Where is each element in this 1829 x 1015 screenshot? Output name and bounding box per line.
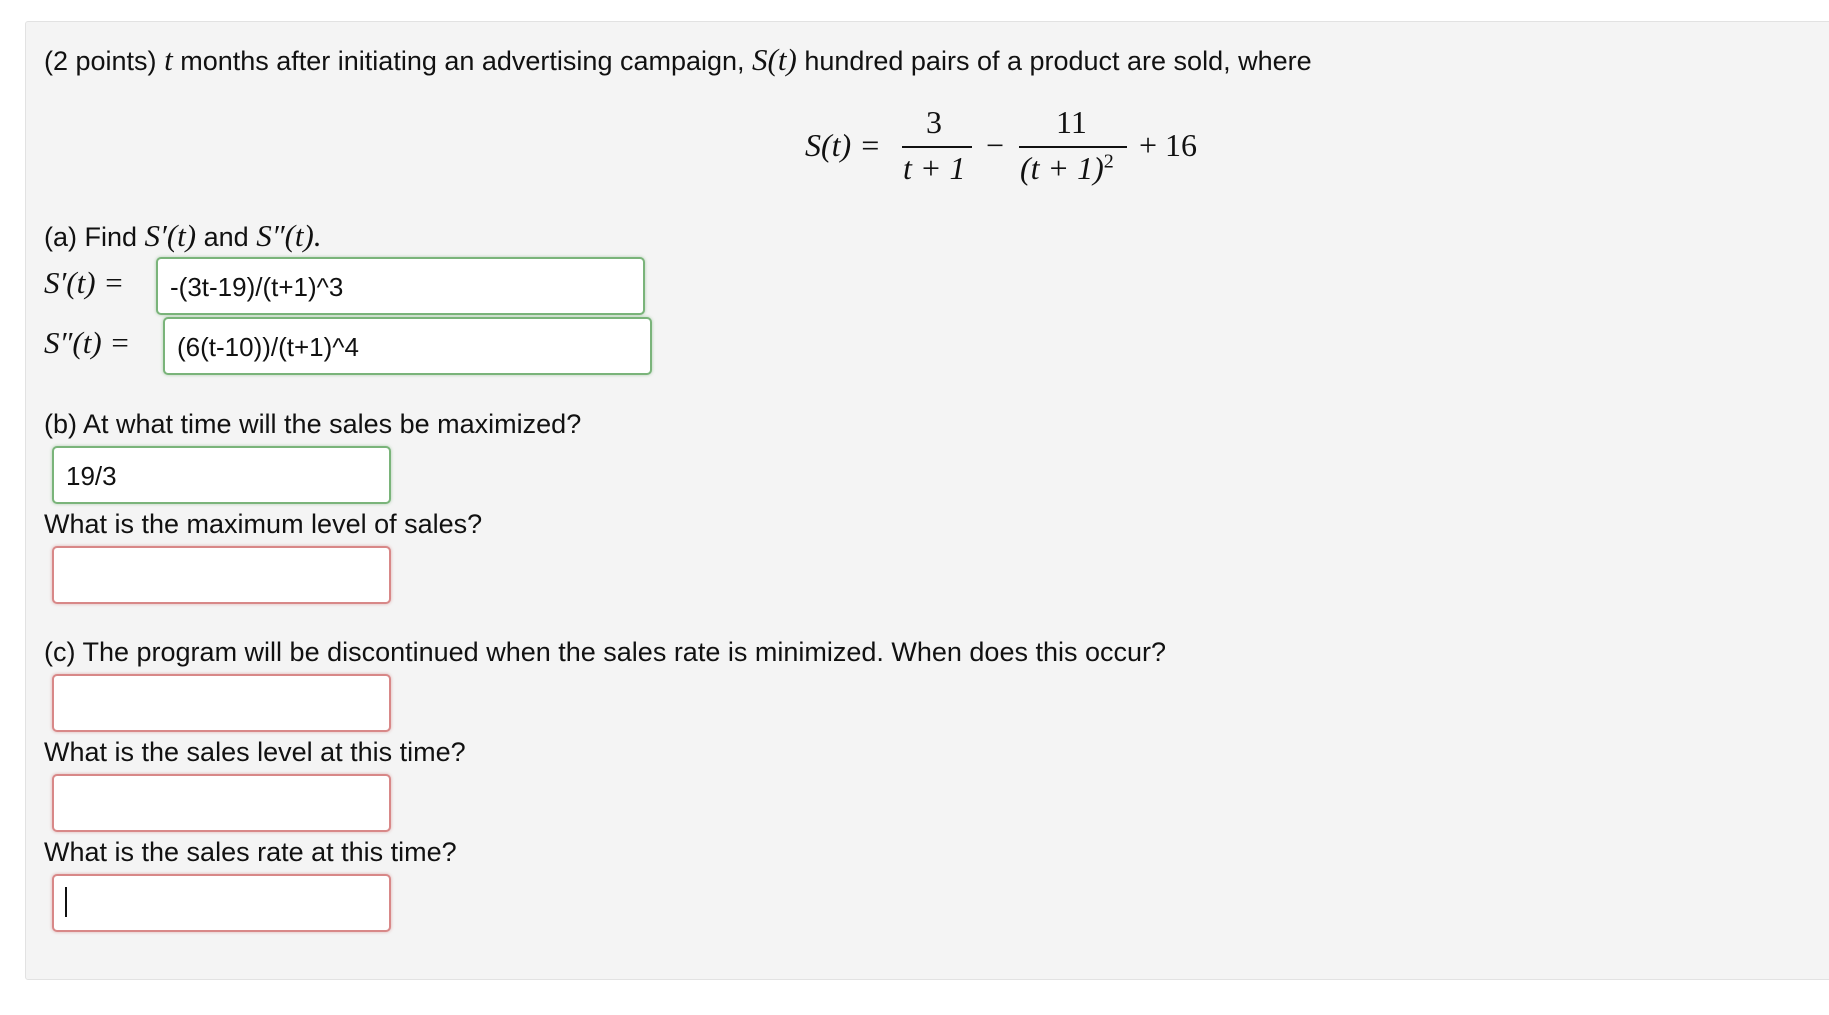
min-rate-time-input[interactable] xyxy=(52,674,391,732)
fraction2-bar xyxy=(1019,146,1127,148)
sales-rate-field-wrapper xyxy=(52,874,391,932)
sales-level-input[interactable] xyxy=(52,774,391,832)
fraction1-denominator-text: t + 1 xyxy=(903,150,966,186)
s-prime-symbol: S′(t) xyxy=(144,218,197,253)
intro-tail: hundred pairs of a product are sold, where xyxy=(804,46,1312,76)
points-label: (2 points) xyxy=(44,46,157,76)
intro-text: months after initiating an advertising campaign, xyxy=(180,46,745,76)
fraction2-exponent: 2 xyxy=(1103,150,1114,173)
fraction1-numerator: 3 xyxy=(926,104,942,140)
max-time-input[interactable]: 19/3 xyxy=(52,446,391,504)
part-c-question: (c) The program will be discontinued when the sales rate is minimized. When does this occur? xyxy=(44,637,1167,667)
part-a-and: and xyxy=(203,222,249,252)
max-sales-input[interactable] xyxy=(52,546,391,604)
part-b-question: (b) At what time will the sales be maximized? xyxy=(44,409,582,439)
sales-level-question: What is the sales level at this time? xyxy=(44,737,466,767)
sales-rate-input[interactable] xyxy=(52,874,391,932)
s-double-prime-input[interactable]: (6(t-10))/(t+1)^4 xyxy=(163,317,652,375)
variable-t: t xyxy=(164,42,173,77)
max-sales-question: What is the maximum level of sales? xyxy=(44,509,483,539)
fraction1-denominator xyxy=(903,150,965,187)
text-cursor xyxy=(65,887,67,917)
equation-tail: + 16 xyxy=(1139,127,1198,163)
fraction2-numerator: 11 xyxy=(1056,104,1087,140)
s-prime-label: S′(t) = xyxy=(44,265,125,300)
s-double-prime-label: S″(t) = xyxy=(44,325,131,360)
fraction2-denominator-text: (t + 1) xyxy=(1020,150,1104,186)
function-s: S(t) xyxy=(752,42,797,77)
part-a-prompt xyxy=(44,220,322,253)
equation-lhs-text: S(t) = xyxy=(805,127,881,163)
minus-sign: − xyxy=(986,127,1005,163)
fraction1-bar xyxy=(902,146,972,148)
sales-rate-question: What is the sales rate at this time? xyxy=(44,837,457,867)
s-prime-input[interactable]: -(3t-19)/(t+1)^3 xyxy=(156,257,645,315)
problem-intro xyxy=(44,44,1312,77)
fraction2-denominator xyxy=(1020,150,1114,187)
equation-lhs xyxy=(805,127,881,164)
part-a-prefix: (a) Find xyxy=(44,222,138,252)
s-double-prime-symbol: S″(t). xyxy=(256,218,322,253)
